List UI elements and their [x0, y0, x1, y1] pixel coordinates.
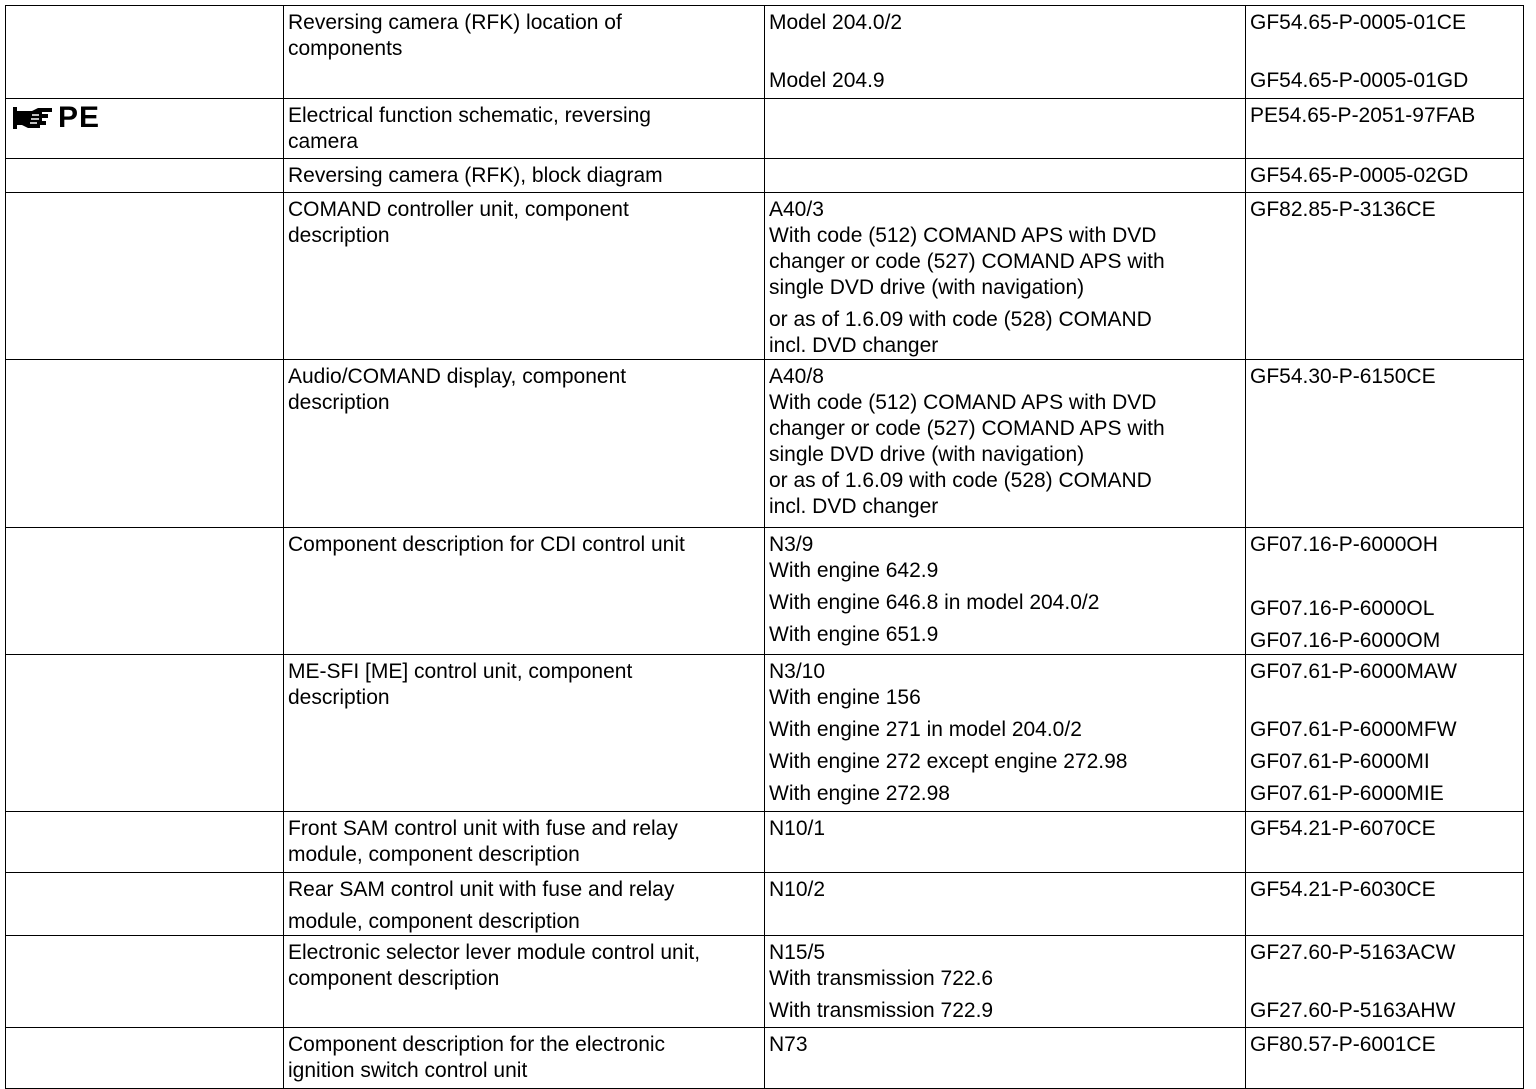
- info-cell: [765, 873, 1246, 936]
- table-row: [6, 159, 1524, 193]
- description-line: description: [288, 224, 390, 247]
- info-cell: [765, 193, 1246, 360]
- info-line: or as of 1.6.09 with code (528) COMAND: [769, 308, 1152, 331]
- description-line: Reversing camera (RFK) location of: [288, 11, 622, 34]
- marker-cell: [6, 360, 284, 528]
- description-cell: [284, 6, 765, 99]
- document-number-cell: [1246, 936, 1524, 1028]
- description-line: Rear SAM control unit with fuse and relay: [288, 878, 675, 901]
- document-number-link[interactable]: GF07.16-P-6000OH: [1250, 533, 1438, 556]
- description-cell: [284, 873, 765, 936]
- marker-cell: [6, 6, 284, 99]
- description-cell: [284, 655, 765, 812]
- description-line: Reversing camera (RFK), block diagram: [288, 164, 663, 187]
- model-line: Model 204.0/2: [769, 11, 903, 34]
- table-row: [6, 360, 1524, 528]
- model-cell: [765, 159, 1246, 193]
- description-line: Electronic selector lever module control unit,: [288, 941, 701, 964]
- marker-cell: [6, 873, 284, 936]
- document-number-link[interactable]: GF54.65-P-0005-01CE: [1250, 11, 1466, 34]
- table-row: [6, 936, 1524, 1028]
- document-number-cell: [1246, 528, 1524, 655]
- info-cell: [765, 360, 1246, 528]
- marker-cell: [6, 193, 284, 360]
- document-number-link[interactable]: GF54.30-P-6150CE: [1250, 365, 1436, 388]
- component-code: N15/5: [769, 941, 826, 964]
- info-cell: [765, 936, 1246, 1028]
- marker-cell: [6, 1028, 284, 1089]
- model-line: Model 204.9: [769, 69, 885, 92]
- model-cell: [765, 6, 1246, 99]
- info-line: single DVD drive (with navigation): [769, 276, 1085, 299]
- description-line: components: [288, 37, 403, 60]
- description-line: Electrical function schematic, reversing: [288, 104, 651, 127]
- info-line: With code (512) COMAND APS with DVD: [769, 391, 1157, 414]
- info-line: With transmission 722.6: [769, 967, 994, 990]
- info-line: With engine 272.98: [769, 782, 950, 805]
- info-cell: [765, 812, 1246, 873]
- description-cell: [284, 99, 765, 159]
- description-line: Component description for CDI control unit: [288, 533, 685, 556]
- table-row: [6, 1028, 1524, 1089]
- component-code: N10/1: [769, 817, 826, 840]
- info-line: incl. DVD changer: [769, 334, 939, 357]
- pointing-hand-icon: [12, 104, 54, 132]
- info-line: With engine 156: [769, 686, 921, 709]
- document-number-cell: [1246, 159, 1524, 193]
- info-line: With engine 651.9: [769, 623, 939, 646]
- description-line: module, component description: [288, 843, 580, 866]
- info-line: With engine 642.9: [769, 559, 939, 582]
- document-number-cell: [1246, 360, 1524, 528]
- table-row: [6, 655, 1524, 812]
- description-line: ME-SFI [ME] control unit, component: [288, 660, 633, 683]
- document-number-cell: [1246, 873, 1524, 936]
- marker-cell: [6, 99, 284, 159]
- document-number-cell: [1246, 655, 1524, 812]
- description-line: component description: [288, 967, 500, 990]
- table-row: [6, 99, 1524, 159]
- description-line: camera: [288, 130, 359, 153]
- table-row: [6, 812, 1524, 873]
- document-number-link[interactable]: GF54.21-P-6030CE: [1250, 878, 1436, 901]
- description-line: COMAND controller unit, component: [288, 198, 629, 221]
- info-line: With transmission 722.9: [769, 999, 994, 1022]
- document-number-link[interactable]: PE54.65-P-2051-97FAB: [1250, 104, 1476, 127]
- component-code: N3/10: [769, 660, 826, 683]
- description-cell: [284, 1028, 765, 1089]
- description-cell: [284, 159, 765, 193]
- description-line: description: [288, 391, 390, 414]
- description-line: Audio/COMAND display, component: [288, 365, 627, 388]
- document-number-cell: [1246, 812, 1524, 873]
- marker-cell: [6, 655, 284, 812]
- table-row: [6, 6, 1524, 99]
- description-line: Front SAM control unit with fuse and relay: [288, 817, 678, 840]
- table-row: [6, 528, 1524, 655]
- component-code: N73: [769, 1033, 808, 1056]
- document-number-link[interactable]: GF54.65-P-0005-01GD: [1250, 69, 1469, 92]
- marker-cell: [6, 812, 284, 873]
- document-number-link[interactable]: GF07.61-P-6000MI: [1250, 750, 1430, 773]
- document-number-link[interactable]: GF54.65-P-0005-02GD: [1250, 164, 1469, 187]
- table-row: [6, 873, 1524, 936]
- document-number-cell: [1246, 193, 1524, 360]
- document-number-link[interactable]: GF27.60-P-5163AHW: [1250, 999, 1456, 1022]
- description-line: module, component description: [288, 910, 580, 933]
- document-number-cell: [1246, 6, 1524, 99]
- document-table: [5, 5, 1524, 1089]
- info-cell: [765, 528, 1246, 655]
- info-line: or as of 1.6.09 with code (528) COMAND: [769, 469, 1152, 492]
- info-line: changer or code (527) COMAND APS with: [769, 417, 1165, 440]
- description-cell: [284, 528, 765, 655]
- document-number-link[interactable]: GF07.61-P-6000MAW: [1250, 660, 1457, 683]
- info-cell: [765, 655, 1246, 812]
- document-number-cell: [1246, 1028, 1524, 1089]
- component-code: N10/2: [769, 878, 826, 901]
- description-cell: [284, 936, 765, 1028]
- info-line: incl. DVD changer: [769, 495, 939, 518]
- description-cell: [284, 360, 765, 528]
- marker-cell: [6, 159, 284, 193]
- info-line: With engine 272 except engine 272.98: [769, 750, 1128, 773]
- info-line: single DVD drive (with navigation): [769, 443, 1085, 466]
- document-number-link[interactable]: GF54.21-P-6070CE: [1250, 817, 1436, 840]
- description-cell: [284, 193, 765, 360]
- description-cell: [284, 812, 765, 873]
- description-line: ignition switch control unit: [288, 1059, 528, 1082]
- description-line: description: [288, 686, 390, 709]
- document-number-link[interactable]: GF07.61-P-6000MIE: [1250, 782, 1444, 805]
- info-line: With engine 646.8 in model 204.0/2: [769, 591, 1100, 614]
- document-number-cell: [1246, 99, 1524, 159]
- component-code: A40/8: [769, 365, 824, 388]
- info-line: With code (512) COMAND APS with DVD: [769, 224, 1157, 247]
- pe-marker-label: PE: [58, 101, 101, 134]
- description-line: Component description for the electronic: [288, 1033, 666, 1056]
- document-number-link[interactable]: GF80.57-P-6001CE: [1250, 1033, 1436, 1056]
- marker-cell: [6, 936, 284, 1028]
- model-cell: [765, 99, 1246, 159]
- component-code: A40/3: [769, 198, 824, 221]
- table-row: [6, 193, 1524, 360]
- marker-cell: [6, 528, 284, 655]
- info-cell: [765, 1028, 1246, 1089]
- component-code: N3/9: [769, 533, 814, 556]
- info-line: changer or code (527) COMAND APS with: [769, 250, 1165, 273]
- document-number-link[interactable]: GF82.85-P-3136CE: [1250, 198, 1436, 221]
- document-number-link[interactable]: GF07.16-P-6000OM: [1250, 629, 1441, 652]
- info-line: With engine 271 in model 204.0/2: [769, 718, 1082, 741]
- document-number-link[interactable]: GF27.60-P-5163ACW: [1250, 941, 1456, 964]
- document-number-link[interactable]: GF07.16-P-6000OL: [1250, 597, 1435, 620]
- document-number-link[interactable]: GF07.61-P-6000MFW: [1250, 718, 1457, 741]
